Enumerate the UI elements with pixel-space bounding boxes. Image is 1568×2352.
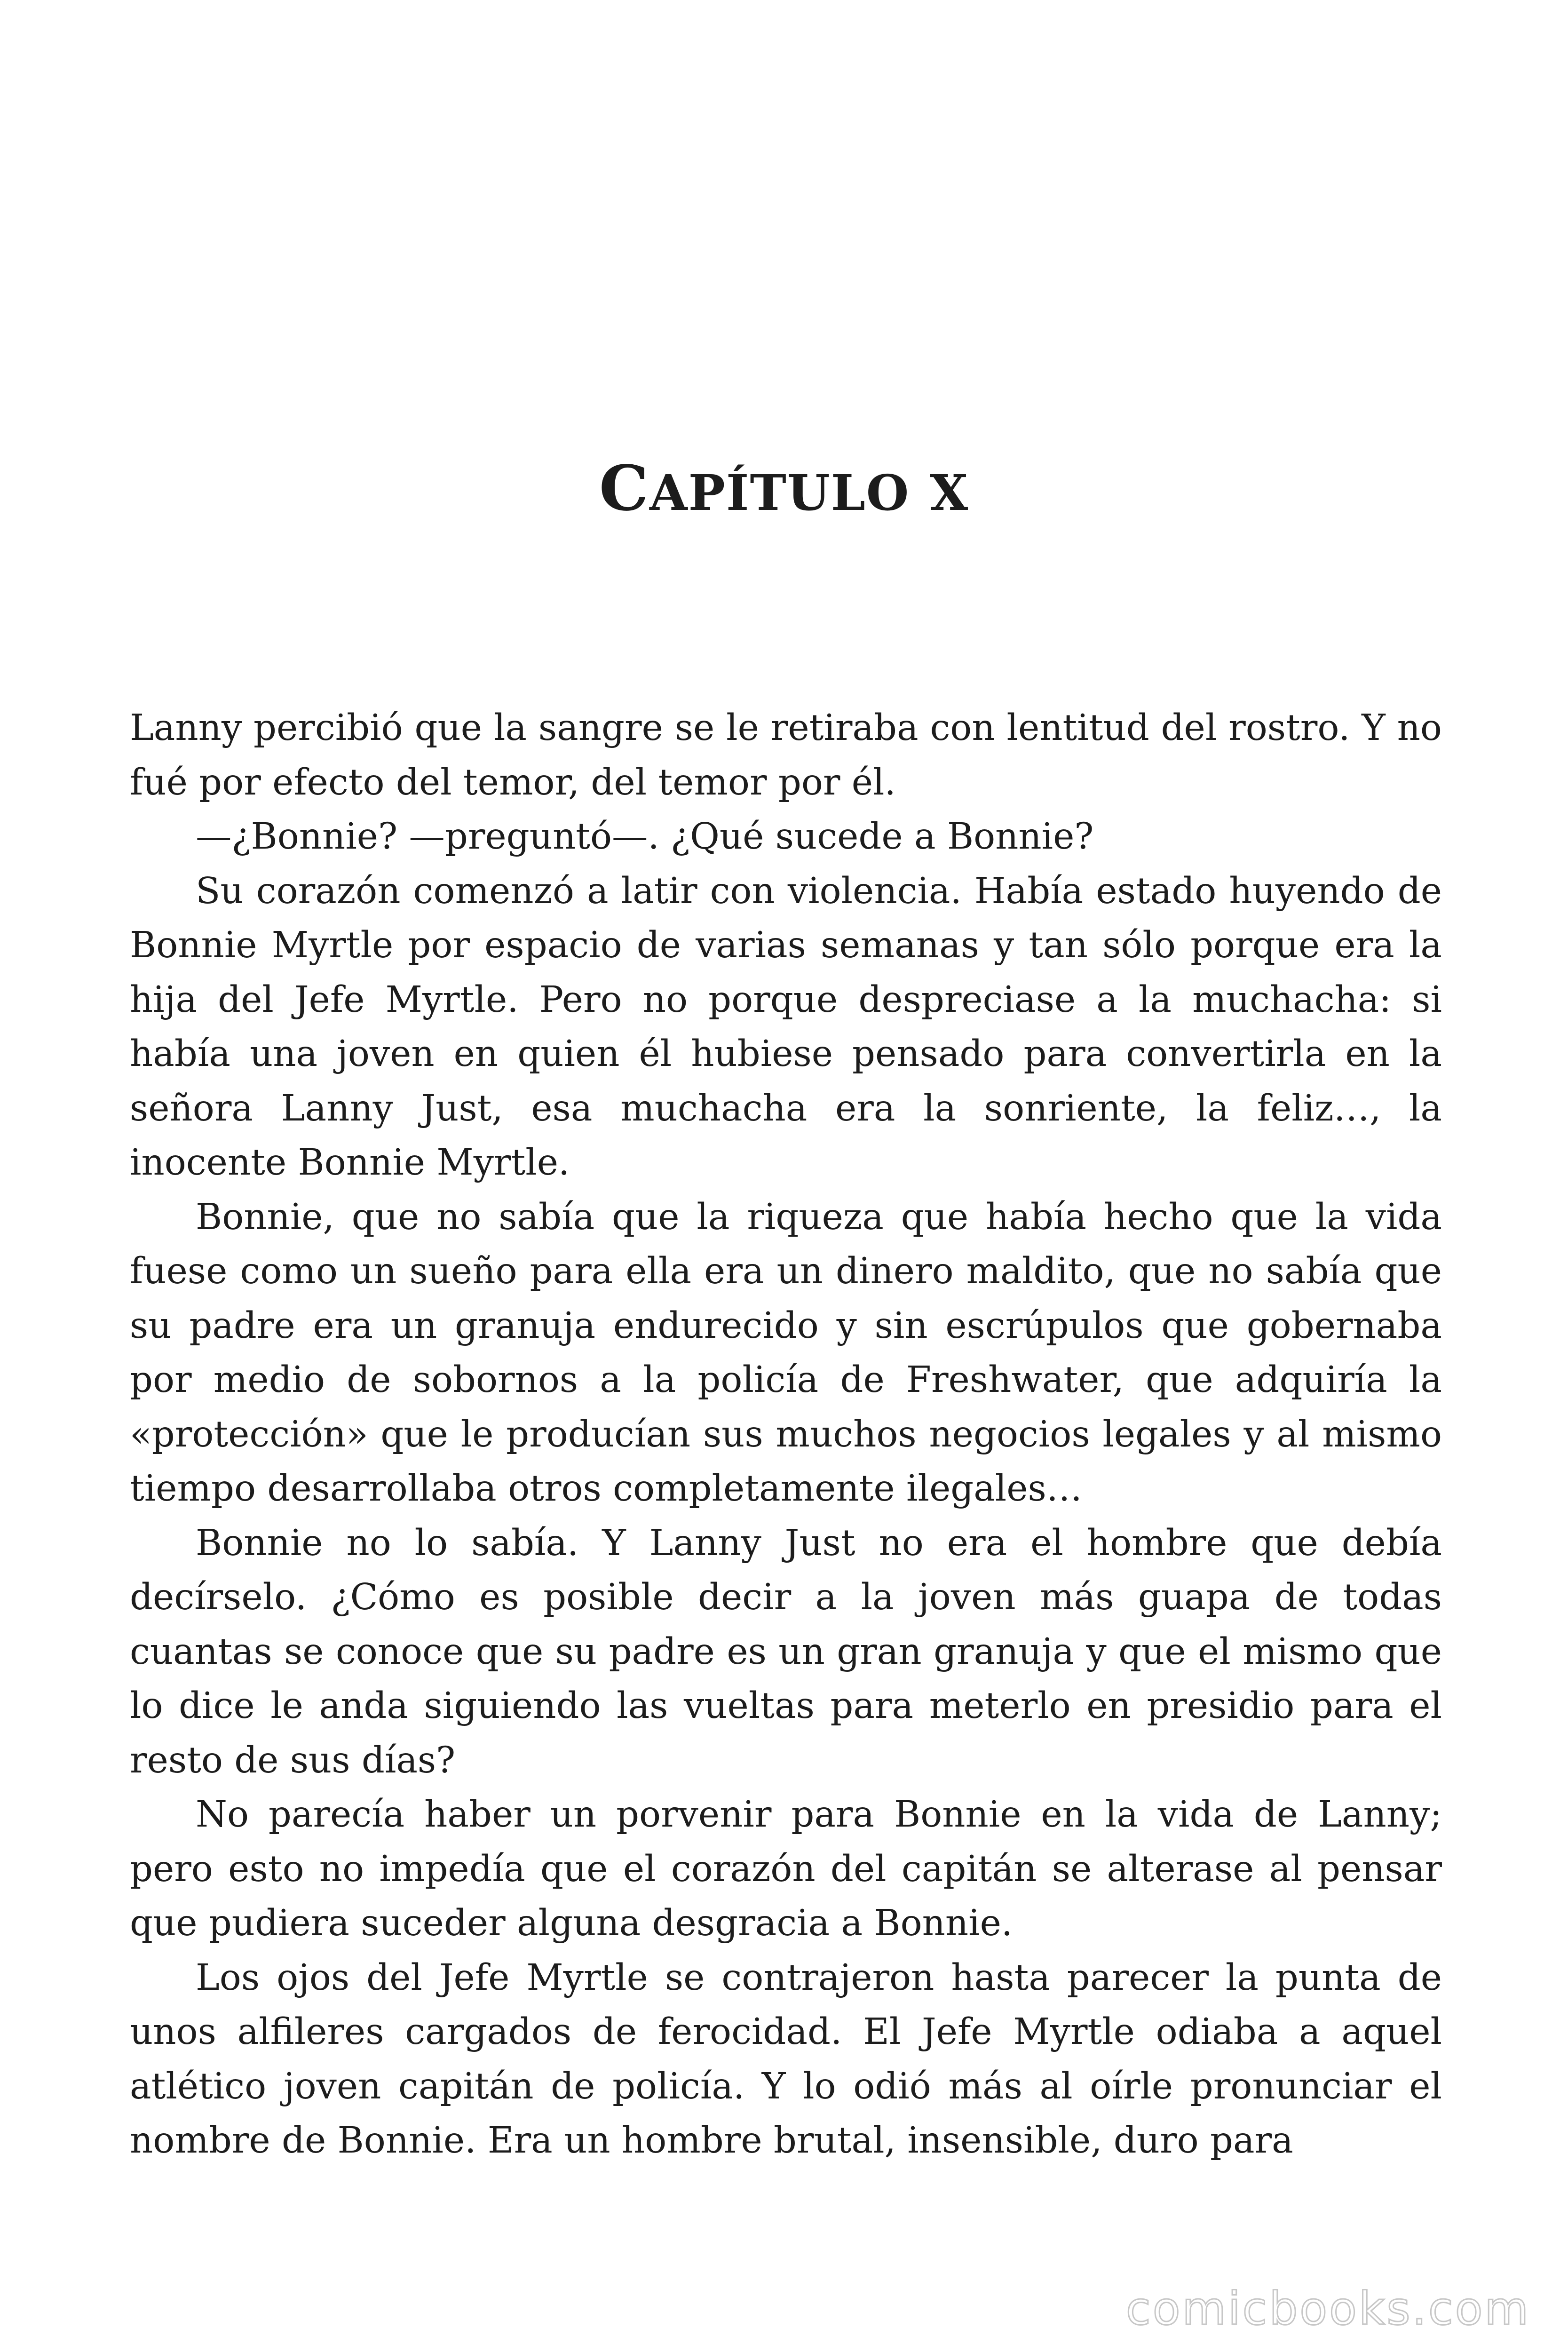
chapter-body [130, 701, 1442, 2168]
watermark: comicbooks.com [1125, 2282, 1530, 2335]
paragraph: Lanny percibió que la sangre se le retiraba con lentitud del rostro. Y no fué por efecto del temor, del temor por él. [130, 707, 1442, 803]
paragraph: No parecía haber un porvenir para Bonnie en la vida de Lanny; pero esto no impedía que el corazón del capitán se alterase al pensar que pudiera suceder alguna desgracia a Bonnie. [130, 1794, 1442, 1944]
paragraph: Bonnie, que no sabía que la riqueza que había hecho que la vida fuese como un sueño para ella era un dinero maldito, que no sabía que su padre era un granuja endurecido y sin escrúpulos que gobernaba por medio de sobornos a la policía de Freshwater, que adquiría la «protección» que le producían sus muchos negocios legales y al mismo tiempo desarrollaba otros completamente ilegales… [130, 1196, 1442, 1510]
chapter-title [0, 452, 1568, 526]
paragraph: —¿Bonnie? —preguntó—. ¿Qué sucede a Bonnie? [196, 816, 1094, 858]
paragraph: Los ojos del Jefe Myrtle se contrajeron hasta parecer la punta de unos alfileres cargados de ferocidad. El Jefe Myrtle odiaba a aquel atlético joven capitán de policía. Y lo odió más al oírle pronunciar el nombre de Bonnie. Era un hombre brutal, insensible, duro para [130, 1956, 1442, 2161]
chapter-title-word: APÍTULO [649, 464, 910, 522]
paragraph: Su corazón comenzó a latir con violencia. Había estado huyendo de Bonnie Myrtle por espacio de varias semanas y tan sólo porque era la hija del Jefe Myrtle. Pero no porque despreciase a la muchacha: si había una joven en quien él hubiese pensado para convertirla en la señora Lanny Just, esa muchacha era la sonriente, la feliz…, la inocente Bonnie Myrtle. [130, 870, 1442, 1184]
paragraph: Bonnie no lo sabía. Y Lanny Just no era el hombre que debía decírselo. ¿Cómo es posible decir a la joven más guapa de todas cuantas se conoce que su padre es un gran granuja y que el mismo que lo dice le anda siguiendo las vueltas para meterlo en presidio para el resto de sus días? [130, 1522, 1442, 1781]
chapter-title-initial: C [599, 452, 649, 525]
chapter-number: X [930, 464, 969, 522]
